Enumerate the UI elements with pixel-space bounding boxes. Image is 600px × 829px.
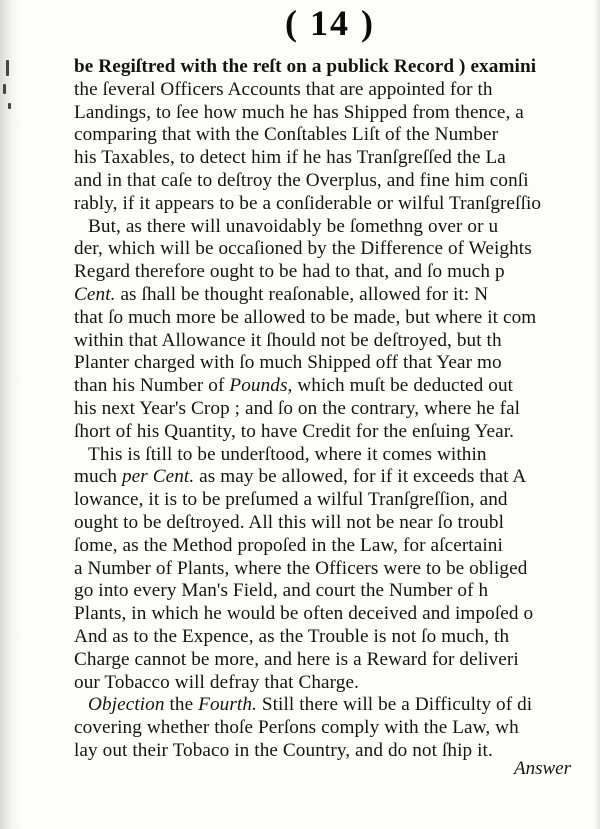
text-segment: Landings, to ſee how much he has Shipped from thence, a (74, 101, 524, 123)
text-line (74, 261, 600, 284)
text-line (74, 489, 600, 512)
text-line (74, 535, 600, 558)
text-line (74, 124, 600, 147)
text-line (74, 466, 600, 489)
italic-text-segment: Objection (88, 694, 165, 716)
text-segment: and in that caſe to deſtroy the Overplus, and fine him conſi (74, 169, 529, 191)
text-segment: And as to the Expence, as the Trouble is not ſo much, th (74, 625, 510, 647)
text-segment: the ſeveral Officers Accounts that are appointed for th (74, 78, 493, 100)
text-line (74, 603, 600, 626)
text-line (74, 330, 600, 353)
catchword: Answer (514, 758, 571, 779)
text-segment: his Taxables, to detect him if he has Tranſgreſſed the La (74, 147, 506, 169)
text-line (74, 717, 600, 740)
text-segment: ought to be deſtroyed. All this will not be near ſo troubl (74, 511, 504, 533)
text-segment: his next Year's Crop ; and ſo on the contrary, where he fal (74, 397, 521, 419)
text-segment: the (164, 694, 199, 716)
text-line (74, 649, 600, 672)
binding-gutter (0, 0, 22, 829)
text-line (74, 352, 600, 375)
text-segment: , which muſt be deducted out (287, 375, 514, 397)
body-text (74, 56, 600, 763)
text-line (74, 672, 600, 695)
text-line (74, 694, 600, 717)
text-segment: than his Number of (74, 375, 230, 397)
text-line (74, 79, 600, 102)
binding-mark (3, 84, 6, 94)
text-segment: ſome, as the Method propoſed in the Law, for aſcertaini (74, 534, 503, 556)
text-segment: covering whether thoſe Perſons comply with the Law, wh (74, 717, 519, 739)
text-segment: a Number of Plants, where the Officers were to be obliged (74, 557, 528, 579)
text-line (74, 375, 600, 398)
text-segment: much (74, 466, 122, 488)
text-line (74, 238, 600, 261)
binding-mark (8, 103, 11, 109)
text-line (74, 216, 600, 239)
text-segment: der, which will be occaſioned by the Difference of Weights (74, 238, 532, 260)
text-line (74, 284, 600, 307)
italic-text-segment: per Cent. (121, 466, 195, 488)
text-line (74, 444, 600, 467)
text-segment: Still there will be a Difficulty of di (256, 694, 533, 716)
text-segment: be Regiſtred with the reſt on a publick Record ) examini (74, 56, 537, 77)
text-segment: Charge cannot be more, and here is a Reward for deliveri (74, 648, 519, 670)
text-line (74, 398, 600, 421)
text-segment: Plants, in which he would be often deceived and impoſed o (74, 603, 534, 625)
text-segment: rably, if it appears to be a conſiderable or wilful Tranſgreſſio (74, 192, 542, 214)
text-segment: within that Allowance it ſhould not be deſtroyed, but th (74, 329, 502, 351)
text-segment: that ſo much more be allowed to be made, but where it com (74, 306, 537, 328)
text-segment: as may be allowed, for if it exceeds that A (194, 466, 527, 488)
text-line (74, 558, 600, 581)
text-line (74, 626, 600, 649)
text-segment: This is ſtill to be underſtood, where it comes within (88, 443, 487, 465)
text-line (74, 512, 600, 535)
text-segment: ſhort of his Quantity, to have Credit for the enſuing Year. (74, 420, 515, 442)
text-segment: lowance, it is to be preſumed a wilful Tranſgreſſion, and (74, 489, 508, 511)
text-segment: But, as there will unavoidably be ſomethng over or u (88, 215, 499, 237)
text-line (74, 56, 600, 79)
text-line (74, 147, 600, 170)
italic-text-segment: Fourth. (198, 694, 257, 716)
binding-mark (6, 60, 9, 76)
text-line (74, 170, 600, 193)
text-segment: comparing that with the Conſtables Liſt of the Number (74, 124, 499, 146)
text-line (74, 102, 600, 125)
italic-text-segment: Cent. (74, 283, 116, 305)
italic-text-segment: Pounds (229, 375, 288, 397)
text-line (74, 421, 600, 444)
text-segment: as ſhall be thought reaſonable, allowed for it: N (115, 283, 489, 305)
text-segment: lay out their Tobaco in the Country, and do not ſhip it. (74, 739, 493, 761)
text-line (74, 580, 600, 603)
text-line (74, 307, 600, 330)
text-segment: Regard therefore ought to be had to that, and ſo much p (74, 261, 505, 283)
text-segment: go into every Man's Field, and court the Number of h (74, 580, 489, 602)
text-segment: Planter charged with ſo much Shipped off that Year mo (74, 352, 502, 374)
text-segment: our Tobacco will defray that Charge. (74, 671, 360, 693)
page-number: ( 14 ) (285, 3, 375, 43)
text-line (74, 193, 600, 216)
